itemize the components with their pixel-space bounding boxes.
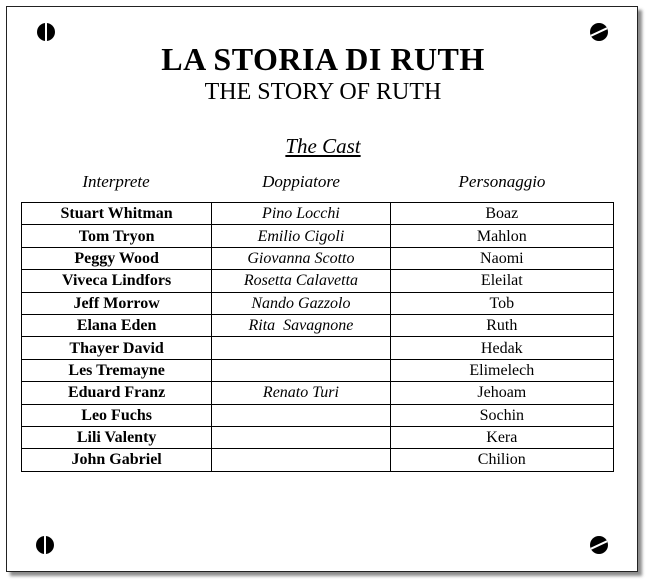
page-subtitle: THE STORY OF RUTH [204,79,442,105]
screw-bottom-left-icon [36,536,54,554]
actor-cell: Les Tremayne [22,359,212,381]
dubber-cell [212,337,390,359]
screw-top-left-icon [37,23,55,41]
actor-cell: Peggy Wood [22,247,212,269]
table-row [22,404,614,426]
character-cell: Sochin [390,404,613,426]
character-cell: Naomi [390,247,613,269]
table-row [22,225,614,247]
character-cell: Ruth [390,314,613,336]
table-row [22,203,614,225]
table-row [22,337,614,359]
actor-cell: John Gabriel [22,449,212,471]
table-row [22,382,614,404]
character-cell: Elimelech [390,359,613,381]
actor-cell: Lili Valenty [22,426,212,448]
actor-cell: Tom Tryon [22,225,212,247]
screw-bottom-right-icon [590,536,608,554]
actor-cell: Eduard Franz [22,382,212,404]
character-cell: Hedak [390,337,613,359]
dubber-cell [212,449,390,471]
page-title: LA STORIA DI RUTH [161,41,485,77]
table-row [22,426,614,448]
dubber-cell: Rosetta Calavetta [212,270,390,292]
table-row [22,270,614,292]
actor-cell: Jeff Morrow [22,292,212,314]
actor-cell: Thayer David [22,337,212,359]
actor-cell: Stuart Whitman [22,203,212,225]
character-cell: Chilion [390,449,613,471]
dubber-cell: Renato Turi [212,382,390,404]
dubber-cell: Nando Gazzolo [212,292,390,314]
column-header-doppiatore: Doppiatore [262,172,340,191]
character-cell: Jehoam [390,382,613,404]
section-heading: The Cast [285,134,361,158]
character-cell: Kera [390,426,613,448]
dubber-cell: Emilio Cigoli [212,225,390,247]
actor-cell: Viveca Lindfors [22,270,212,292]
table-row [22,247,614,269]
dubber-cell [212,359,390,381]
table-row [22,292,614,314]
table-row [22,359,614,381]
column-header-interprete: Interprete [82,172,150,191]
column-header-personaggio: Personaggio [458,172,546,191]
actor-cell: Elana Eden [22,314,212,336]
cast-plaque [6,6,638,572]
dubber-cell [212,426,390,448]
actor-cell: Leo Fuchs [22,404,212,426]
dubber-cell: Pino Locchi [212,203,390,225]
character-cell: Boaz [390,203,613,225]
dubber-cell [212,404,390,426]
character-cell: Tob [390,292,613,314]
dubber-cell: Giovanna Scotto [212,247,390,269]
dubber-cell: Rita Savagnone [212,314,390,336]
table-row [22,449,614,471]
screw-top-right-icon [590,23,608,41]
cast-table [21,202,614,472]
character-cell: Eleilat [390,270,613,292]
table-row [22,314,614,336]
character-cell: Mahlon [390,225,613,247]
